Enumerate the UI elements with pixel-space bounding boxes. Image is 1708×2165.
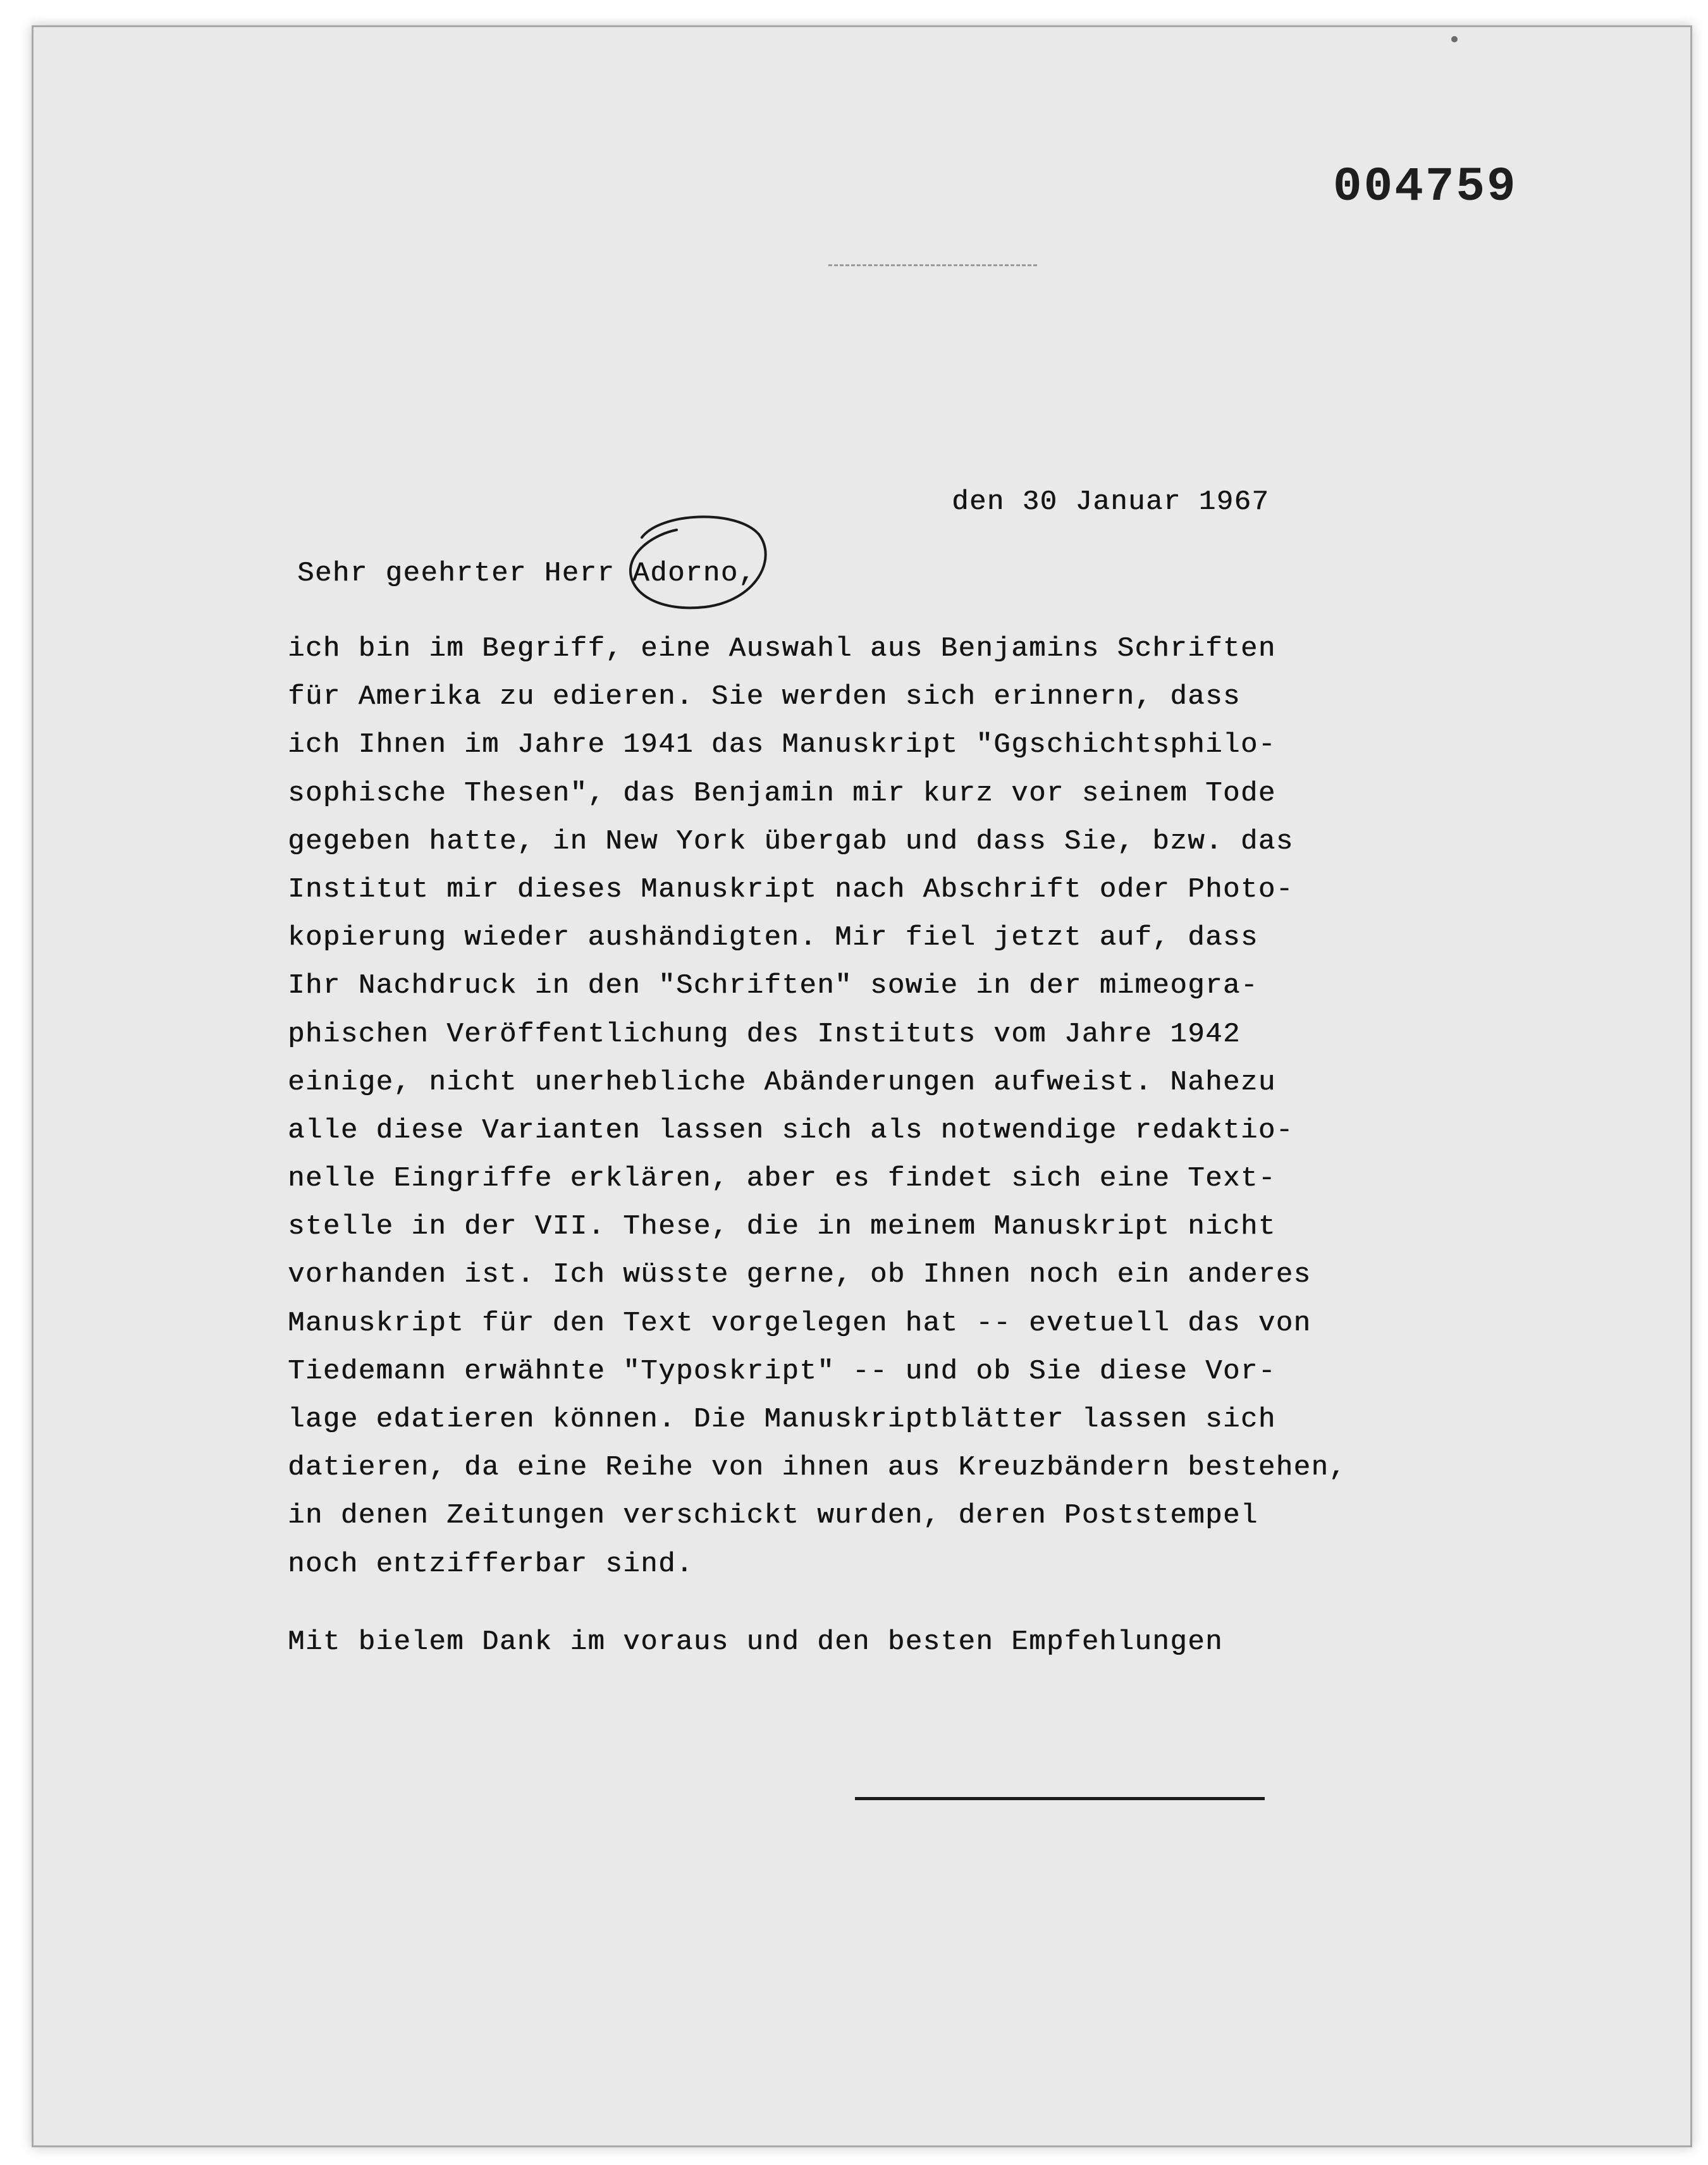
faint-dashed-mark — [828, 264, 1037, 266]
salutation: Sehr geehrter Herr Adorno, — [297, 558, 756, 589]
body-line: nelle Eingriffe erklären, aber es findet sich eine Text- — [288, 1163, 1276, 1195]
body-line: in denen Zeitungen verschickt wurden, deren Poststempel — [288, 1500, 1258, 1532]
closing-line: Mit bielem Dank im voraus und den besten Empfehlungen — [288, 1626, 1223, 1658]
handwritten-circle-annotation — [617, 500, 781, 620]
body-line: alle diese Varianten lassen sich als notwendige redaktio- — [288, 1114, 1294, 1146]
letter-body — [288, 634, 1375, 1597]
paper-speck-mark — [1448, 33, 1461, 46]
body-line: sophische Thesen", das Benjamin mir kurz vor seinem Tode — [288, 777, 1276, 809]
body-line: für Amerika zu edieren. Sie werden sich erinnern, dass — [288, 681, 1241, 713]
body-line: noch entzifferbar sind. — [288, 1548, 694, 1580]
letter-date: den 30 Januar 1967 — [952, 486, 1270, 518]
body-line: vorhanden ist. Ich wüsste gerne, ob Ihnen noch ein anderes — [288, 1259, 1312, 1291]
body-line: gegeben hatte, in New York übergab und dass Sie, bzw. das — [288, 825, 1294, 857]
body-line: einige, nicht unerhebliche Abänderungen aufweist. Nahezu — [288, 1066, 1276, 1098]
body-line: Manuskript für den Text vorgelegen hat -- evetuell das von — [288, 1307, 1312, 1339]
body-line: datieren, da eine Reihe von ihnen aus Kreuzbändern bestehen, — [288, 1452, 1347, 1484]
signature-line — [855, 1797, 1265, 1800]
body-line: Institut mir dieses Manuskript nach Abschrift oder Photo- — [288, 873, 1294, 905]
body-line: stelle in der VII. These, die in meinem Manuskript nicht — [288, 1211, 1276, 1243]
body-line: lage edatieren können. Die Manuskriptblätter lassen sich — [288, 1404, 1276, 1435]
body-line: ich Ihnen im Jahre 1941 das Manuskript "Ggschichtsphilo- — [288, 729, 1276, 761]
body-line: Ihr Nachdruck in den "Schriften" sowie in der mimeogra- — [288, 970, 1258, 1002]
body-line: Tiedemann erwähnte "Typoskript" -- und ob Sie diese Vor- — [288, 1355, 1276, 1387]
archive-number: 004759 — [1333, 160, 1518, 214]
body-line: kopierung wieder aushändigten. Mir fiel jetzt auf, dass — [288, 922, 1258, 954]
body-line: phischen Veröffentlichung des Instituts vom Jahre 1942 — [288, 1018, 1241, 1050]
body-line: ich bin im Begriff, eine Auswahl aus Benjamins Schriften — [288, 633, 1276, 665]
